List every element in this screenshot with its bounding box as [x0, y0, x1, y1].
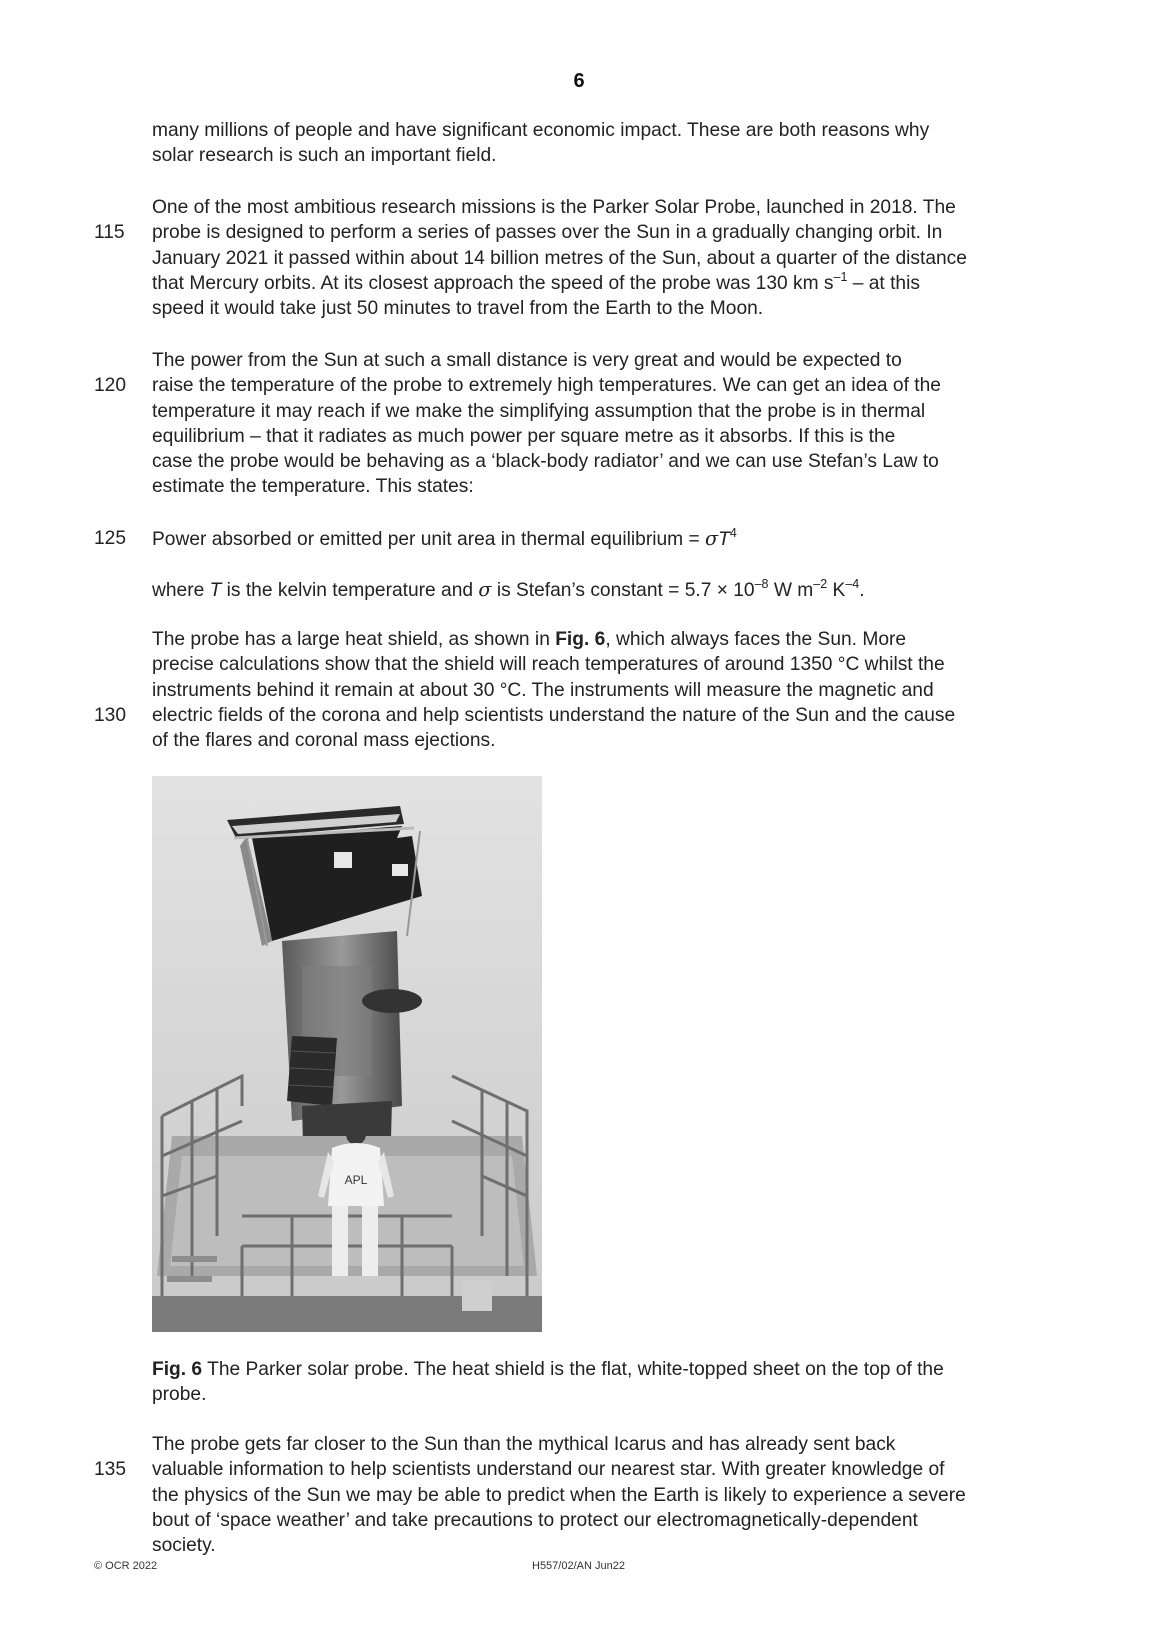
line-number: 120 — [94, 375, 127, 396]
text-line: society. — [152, 1535, 216, 1557]
paragraph-power — [152, 348, 1082, 500]
text-span: The probe has a large heat shield, as shown in — [152, 629, 556, 650]
text-line: instruments behind it remain at about 30 °C. The instruments will measure the magnetic and — [152, 679, 934, 701]
text-line: January 2021 it passed within about 14 billion metres of the Sun, about a quarter of the distance — [152, 247, 967, 269]
paragraph-intro-continuation — [152, 118, 1082, 169]
footer-code: H557/02/AN Jun22 — [532, 1560, 625, 1572]
unit-text: W m — [768, 580, 814, 601]
footer-copyright: © OCR 2022 — [94, 1560, 158, 1572]
equation-text: Power absorbed or emitted per unit area in thermal equilibrium = — [152, 529, 705, 550]
suit-logo-text: APL — [344, 1173, 368, 1187]
text-line: One of the most ambitious research missions is the Parker Solar Probe, launched in 2018. The — [152, 197, 956, 218]
superscript: 4 — [729, 526, 737, 540]
superscript: –4 — [845, 577, 860, 591]
text-line: raise the temperature of the probe to extremely high temperatures. We can get an idea of the — [152, 375, 941, 397]
text-span: is Stefan’s constant = 5.7 × 10 — [491, 580, 755, 601]
text-line: The power from the Sun at such a small distance is very great and would be expected to — [152, 350, 902, 371]
text-span: , which always faces the Sun. More — [605, 629, 907, 650]
text-line: the physics of the Sun we may be able to predict when the Earth is likely to experience a severe — [152, 1484, 966, 1506]
line-number: 130 — [94, 705, 127, 726]
superscript: –2 — [813, 577, 828, 591]
text-line — [152, 271, 1082, 296]
figure-caption — [152, 1357, 1082, 1408]
superscript: –8 — [754, 577, 769, 591]
paragraph-parker-probe — [152, 195, 1082, 321]
paragraph-conclusion — [152, 1432, 1082, 1558]
line-number: 115 — [94, 222, 125, 243]
paragraph-where — [152, 577, 1082, 603]
unit-text: K — [827, 580, 846, 601]
text-line: temperature it may reach if we make the simplifying assumption that the probe is in thermal — [152, 400, 926, 422]
text-line: precise calculations show that the shield will reach temperatures of around 1350 °C whilst the — [152, 654, 945, 676]
parker-probe-photo — [152, 776, 542, 1332]
line-number: 125 — [94, 528, 127, 549]
sigma-symbol: σ — [705, 527, 719, 550]
text-span: where — [152, 580, 210, 601]
text-line: probe is designed to perform a series of passes over the Sun in a gradually changing orbit. In — [152, 222, 943, 244]
text-line: of the flares and coronal mass ejections. — [152, 730, 496, 752]
sigma-symbol: σ — [478, 578, 492, 601]
text-line: speed it would take just 50 minutes to travel from the Earth to the Moon. — [152, 298, 764, 320]
caption-label: Fig. 6 — [152, 1359, 203, 1380]
speed-text-end: – at this — [847, 272, 920, 294]
text-line: electric fields of the corona and help scientists understand the nature of the Sun and the cause — [152, 704, 956, 726]
figure-reference: Fig. 6 — [555, 629, 606, 650]
text-line: many millions of people and have significant economic impact. These are both reasons why — [152, 120, 930, 141]
speed-text: that Mercury orbits. At its closest approach the speed of the probe was 130 km s — [152, 272, 834, 294]
text-span: . — [859, 580, 865, 601]
text-line: The probe gets far closer to the Sun than the mythical Icarus and has already sent back — [152, 1434, 896, 1455]
text-line: estimate the temperature. This states: — [152, 476, 474, 498]
temperature-symbol: T — [209, 580, 222, 601]
page-number: 6 — [573, 70, 585, 92]
caption-text: probe. — [152, 1384, 207, 1406]
line-number: 135 — [94, 1459, 127, 1480]
text-span: is the kelvin temperature and — [221, 580, 479, 601]
text-line: solar research is such an important field. — [152, 145, 497, 167]
temperature-symbol: T — [718, 529, 730, 550]
text-line: equilibrium – that it radiates as much power per square metre as it absorbs. If this is the — [152, 425, 896, 447]
caption-text: The Parker solar probe. The heat shield is the flat, white-topped sheet on the top of the — [202, 1359, 944, 1380]
paragraph-heat-shield — [152, 627, 1082, 753]
text-line: case the probe would be behaving as a ‘black-body radiator’ and we can use Stefan’s Law to — [152, 451, 939, 473]
text-line: bout of ‘space weather’ and take precautions to protect our electromagnetically-dependent — [152, 1509, 918, 1531]
text-line: valuable information to help scientists understand our nearest star. With greater knowledge of — [152, 1459, 945, 1481]
equation-line — [152, 526, 1082, 552]
superscript: –1 — [833, 269, 848, 284]
